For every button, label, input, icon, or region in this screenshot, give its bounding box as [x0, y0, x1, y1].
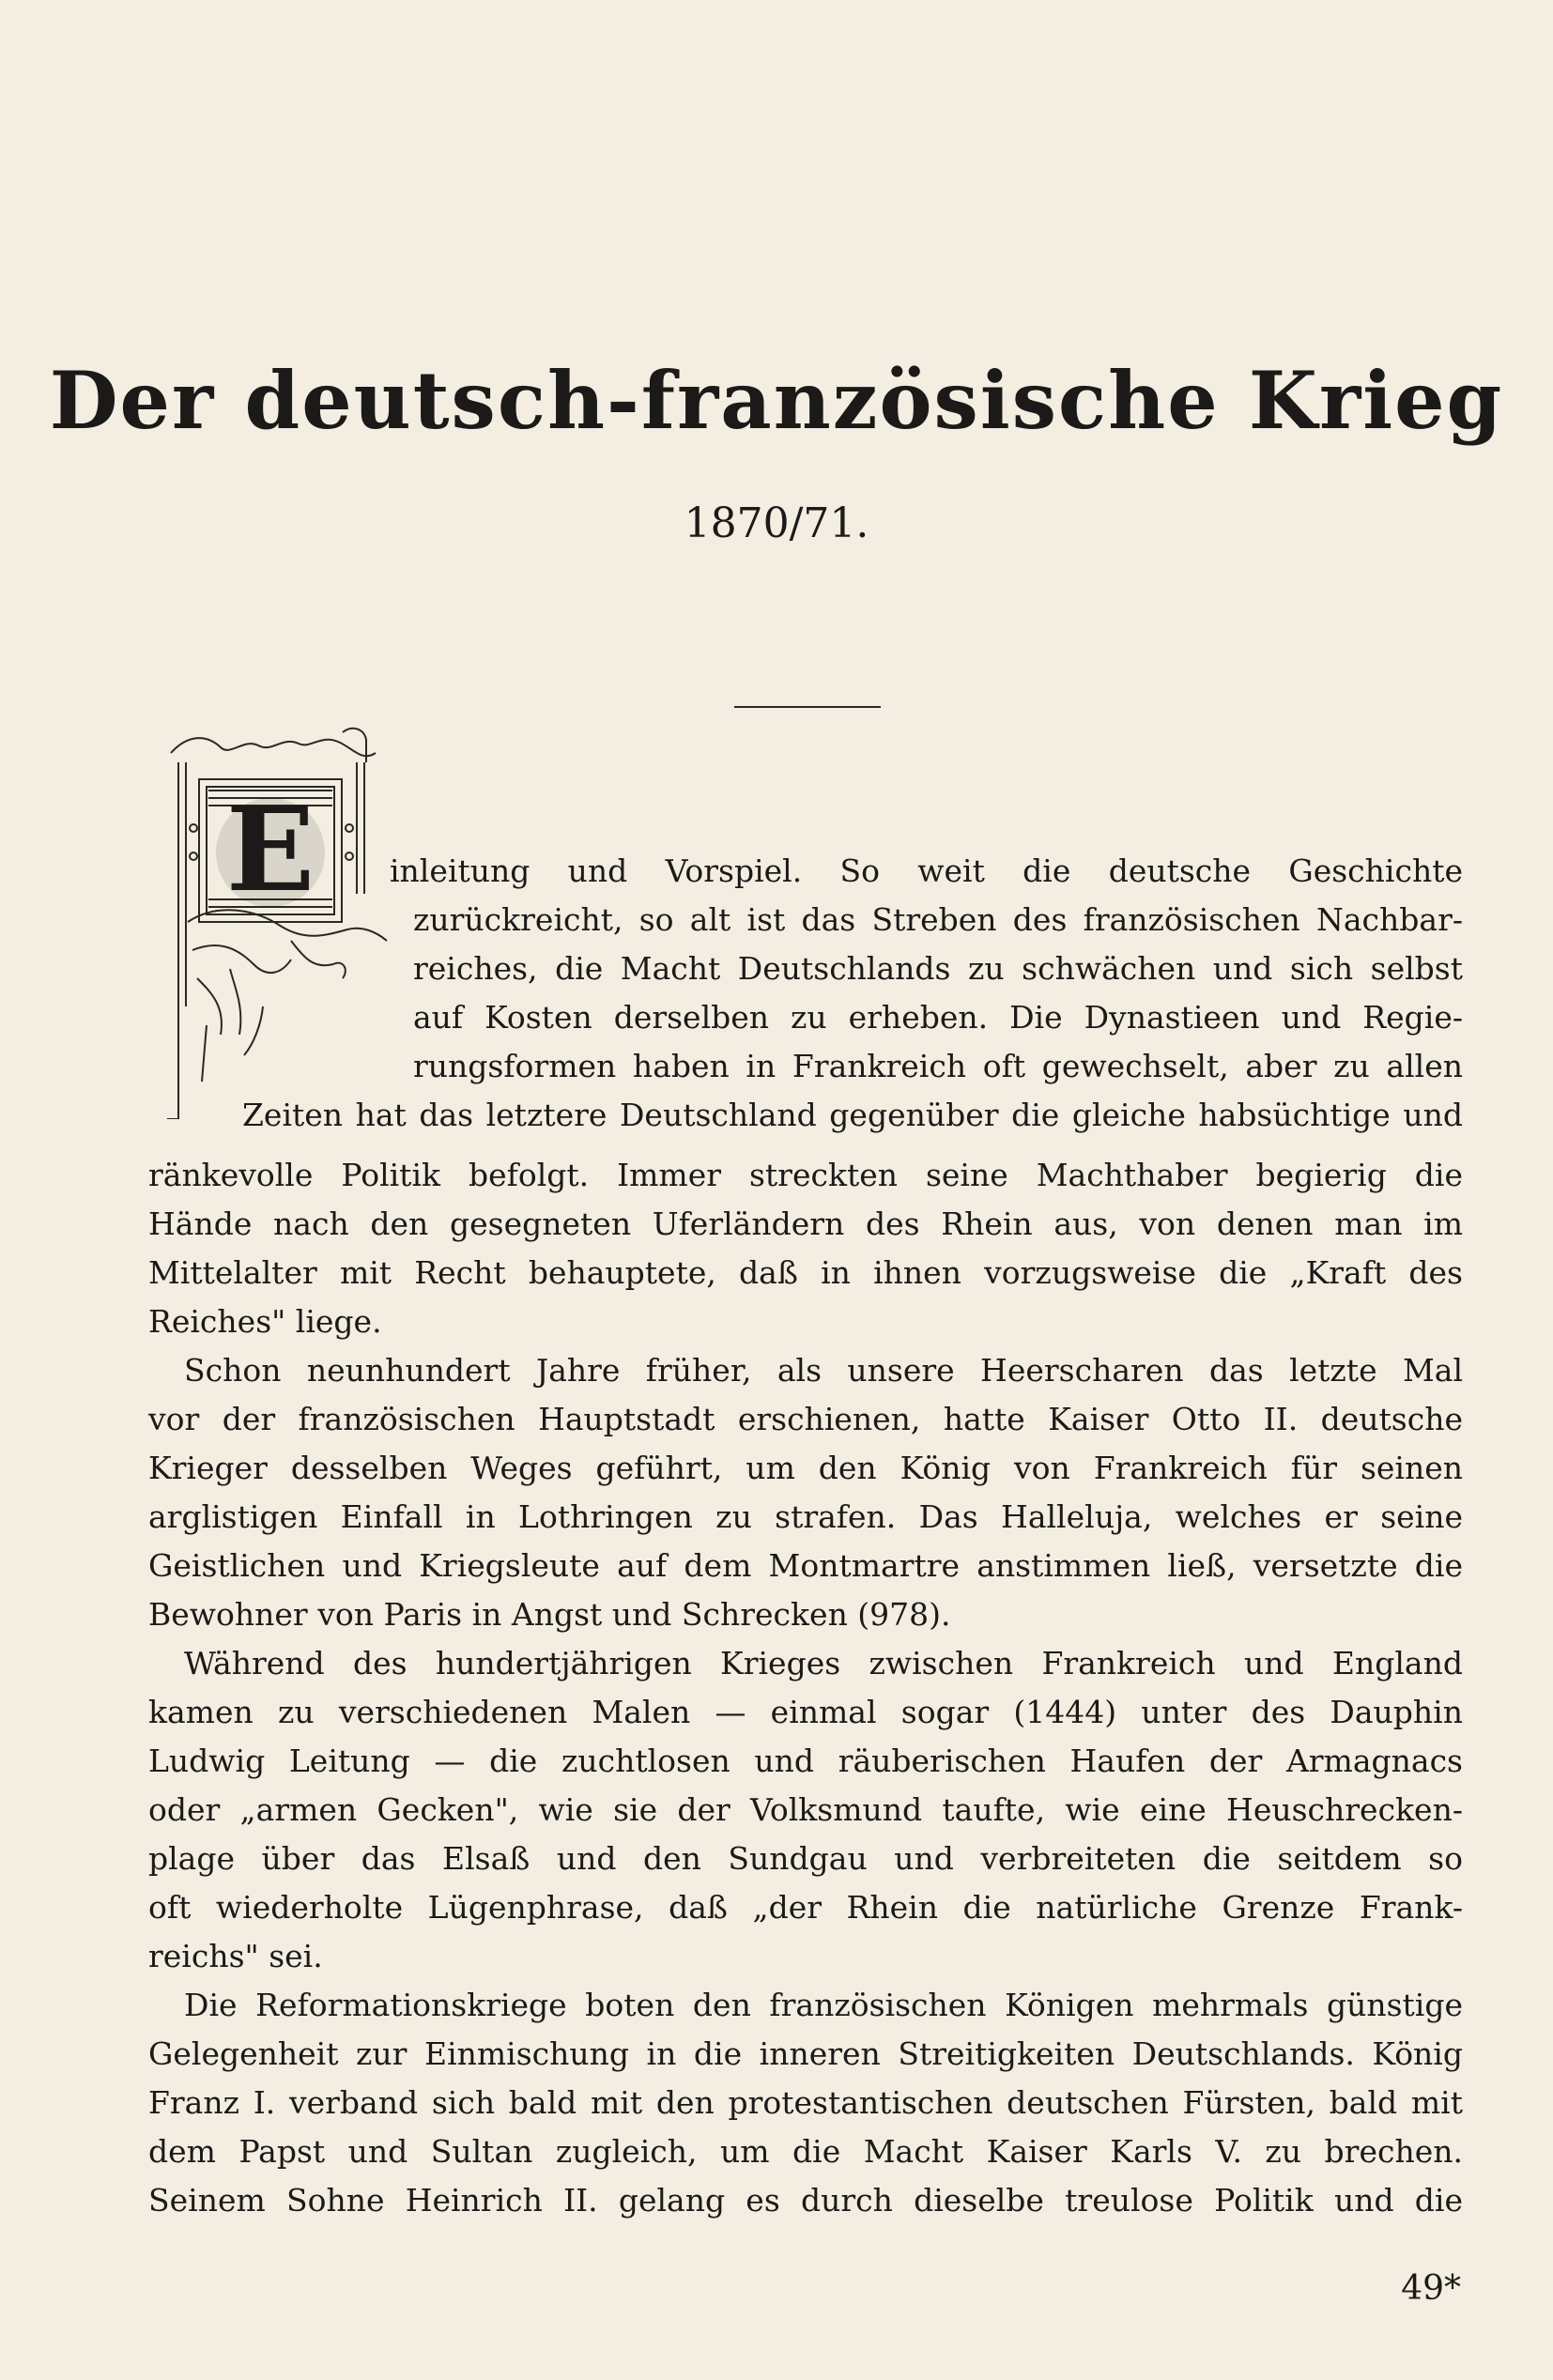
text-line: Bewohner von Paris in Angst und Schrecken (978).: [148, 1596, 951, 1633]
text-line: reiches, die Macht Deutschlands zu schwächen und sich selbst: [413, 950, 1463, 987]
text-line: vor der französischen Hauptstadt erschienen, hatte Kaiser Otto II. deutsche: [148, 1401, 1463, 1437]
text-line: Reiches" liege.: [148, 1303, 382, 1340]
text-line: Zeiten hat das letztere Deutschland gegenüber die gleiche habsüchtige und: [242, 1097, 1463, 1133]
text-line: kamen zu verschiedenen Malen — einmal sogar (1444) unter des Dauphin: [148, 1694, 1463, 1730]
initial-letter: E: [225, 782, 315, 918]
text-line: ränkevolle Politik befolgt. Immer streckten seine Machthaber begierig die: [148, 1157, 1463, 1193]
text-line: inleitung und Vorspiel. So weit die deutsche Geschichte: [390, 852, 1463, 889]
text-line: plage über das Elsaß und den Sundgau und verbreiteten die seitdem so: [148, 1840, 1463, 1877]
text-line: rungsformen haben in Frankreich oft gewechselt, aber zu allen: [413, 1048, 1463, 1084]
text-line: auf Kosten derselben zu erheben. Die Dynastieen und Regie-: [413, 999, 1463, 1036]
decorative-initial-letter: [150, 725, 404, 1119]
text-line: Schon neunhundert Jahre früher, als unsere Heerscharen das letzte Mal: [184, 1352, 1463, 1389]
title-divider: [734, 706, 881, 708]
text-line: oft wiederholte Lügenphrase, daß „der Rhein die natürliche Grenze Frank-: [148, 1889, 1463, 1926]
text-line: Geistlichen und Kriegsleute auf dem Montmartre anstimmen ließ, versetzte die: [148, 1547, 1463, 1584]
text-line: Hände nach den gesegneten Uferländern des Rhein aus, von denen man im: [148, 1205, 1463, 1242]
text-line: Die Reformationskriege boten den französischen Königen mehrmals günstige: [184, 1987, 1463, 2023]
text-line: oder „armen Gecken", wie sie der Volksmund taufte, wie eine Heuschrecken-: [148, 1791, 1463, 1828]
page-subtitle: 1870/71.: [684, 499, 869, 547]
text-line: Mittelalter mit Recht behauptete, daß in ihnen vorzugsweise die „Kraft des: [148, 1254, 1463, 1291]
text-line: Seinem Sohne Heinrich II. gelang es durch dieselbe treulose Politik und die: [148, 2182, 1463, 2219]
text-line: zurückreicht, so alt ist das Streben des französischen Nachbar-: [413, 901, 1463, 938]
text-line: Franz I. verband sich bald mit den protestantischen deutschen Fürsten, bald mit: [148, 2084, 1463, 2121]
page-number: 49*: [1401, 2269, 1461, 2308]
text-line: Ludwig Leitung — die zuchtlosen und räuberischen Haufen der Armagnacs: [148, 1743, 1463, 1779]
text-line: reichs" sei.: [148, 1938, 323, 1974]
text-line: Während des hundertjährigen Krieges zwischen Frankreich und England: [184, 1645, 1463, 1681]
page-title: Der deutsch-französische Krieg: [49, 354, 1504, 447]
text-line: arglistigen Einfall in Lothringen zu strafen. Das Halleluja, welches er seine: [148, 1498, 1463, 1535]
text-line: Gelegenheit zur Einmischung in die inneren Streitigkeiten Deutschlands. König: [148, 2035, 1463, 2072]
text-line: Krieger desselben Weges geführt, um den König von Frankreich für seinen: [148, 1450, 1463, 1486]
text-line: dem Papst und Sultan zugleich, um die Macht Kaiser Karls V. zu brechen.: [148, 2133, 1463, 2170]
